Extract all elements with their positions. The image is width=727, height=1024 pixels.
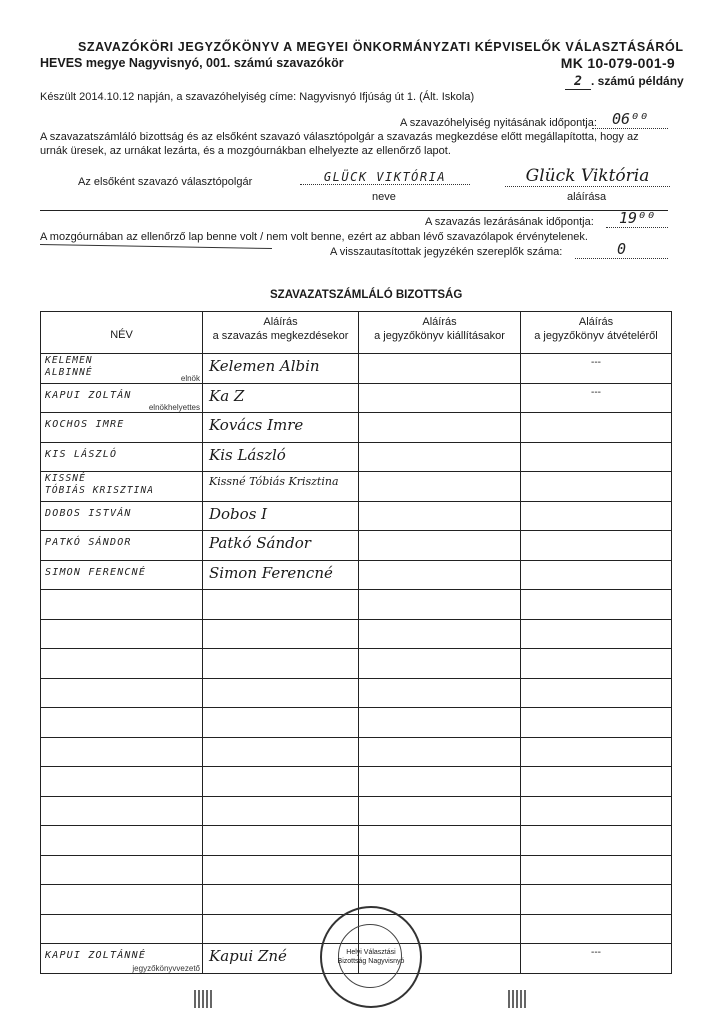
rejected-value: 0 bbox=[575, 240, 668, 259]
receipt-signature-cell bbox=[521, 501, 672, 531]
table-row bbox=[41, 708, 672, 738]
official-stamp bbox=[320, 906, 422, 1008]
table-row bbox=[41, 472, 672, 502]
copy-number: 2 bbox=[565, 74, 591, 90]
member-name-cell bbox=[41, 354, 203, 384]
document-subtitle: HEVES megye Nagyvisnyó, 001. számú szavazókör bbox=[40, 56, 344, 70]
first-voter-signature: Glück Viktória bbox=[505, 166, 670, 187]
start-signature-cell bbox=[203, 501, 359, 531]
member-name-cell bbox=[41, 442, 203, 472]
member-name-cell bbox=[41, 383, 203, 413]
start-signature-cell bbox=[203, 796, 359, 826]
report-signature-cell bbox=[359, 855, 521, 885]
member-role: elnökhelyettes bbox=[148, 403, 200, 412]
member-name-cell bbox=[41, 914, 203, 944]
receipt-signature-cell bbox=[521, 826, 672, 856]
report-signature-cell bbox=[359, 442, 521, 472]
start-signature-cell bbox=[203, 354, 359, 384]
member-name-cell bbox=[41, 885, 203, 915]
receipt-signature-cell bbox=[521, 796, 672, 826]
table-row bbox=[41, 855, 672, 885]
receipt-signature-cell bbox=[521, 855, 672, 885]
start-signature-cell bbox=[203, 413, 359, 443]
receipt-signature-cell bbox=[521, 531, 672, 561]
table-header-row bbox=[41, 312, 672, 354]
qr-code-mark-left bbox=[194, 990, 212, 1008]
column-header-name: NÉV bbox=[41, 312, 203, 354]
first-voter-signature-caption: aláírása bbox=[567, 191, 607, 203]
receipt-dash: --- bbox=[591, 386, 601, 398]
column-header-start-signature: Aláírás a szavazás megkezdésekor bbox=[203, 312, 359, 354]
member-signature: Dobos I bbox=[209, 504, 268, 523]
separator-line bbox=[40, 210, 668, 211]
member-signature: Patkó Sándor bbox=[209, 534, 311, 552]
report-signature-cell bbox=[359, 767, 521, 797]
first-voter-name: GLÜCK VIKTÓRIA bbox=[300, 170, 470, 185]
receipt-signature-cell bbox=[521, 708, 672, 738]
member-name: KIS LÁSZLÓ bbox=[45, 448, 118, 460]
first-voter-name-caption: neve bbox=[372, 191, 396, 203]
start-signature-cell bbox=[203, 472, 359, 502]
copy-number-line bbox=[565, 74, 684, 90]
table-row bbox=[41, 678, 672, 708]
start-signature-cell bbox=[203, 855, 359, 885]
member-name-cell bbox=[41, 855, 203, 885]
start-signature-cell bbox=[203, 678, 359, 708]
receipt-dash: --- bbox=[591, 947, 601, 958]
member-name: KAPUI ZOLTÁN bbox=[45, 389, 132, 401]
member-name: SIMON FERENCNÉ bbox=[45, 566, 147, 578]
start-signature-cell bbox=[203, 737, 359, 767]
receipt-signature-cell bbox=[521, 354, 672, 384]
report-signature-cell bbox=[359, 383, 521, 413]
report-signature-cell bbox=[359, 531, 521, 561]
receipt-signature-cell bbox=[521, 885, 672, 915]
receipt-signature-cell bbox=[521, 383, 672, 413]
report-signature-cell bbox=[359, 649, 521, 679]
receipt-signature-cell bbox=[521, 590, 672, 620]
member-name-cell bbox=[41, 678, 203, 708]
member-name-cell bbox=[41, 560, 203, 590]
report-signature-cell bbox=[359, 560, 521, 590]
document-title: SZAVAZÓKÖRI JEGYZŐKÖNYV A MEGYEI ÖNKORMÁNYZATI KÉPVISELŐK VÁLASZTÁSÁRÓL bbox=[78, 40, 684, 54]
statement-line-1: A szavazatszámláló bizottság és az elsőként szavazó választópolgár a szavazás megkezdése előtt megállapította, hogy az bbox=[40, 131, 639, 143]
committee-table bbox=[40, 311, 672, 974]
receipt-signature-cell bbox=[521, 767, 672, 797]
table-row bbox=[41, 383, 672, 413]
opening-value: 06⁰⁰ bbox=[592, 110, 668, 129]
qr-code-mark-right bbox=[508, 990, 526, 1008]
member-role: jegyzőkönyvvezető bbox=[132, 963, 200, 973]
receipt-signature-cell bbox=[521, 737, 672, 767]
table-row bbox=[41, 767, 672, 797]
committee-heading: SZAVAZATSZÁMLÁLÓ BIZOTTSÁG bbox=[270, 289, 463, 301]
member-name-cell bbox=[41, 944, 203, 974]
closing-label: A szavazás lezárásának időpontja: bbox=[425, 216, 594, 228]
rejected-label: A visszautasítottak jegyzékén szereplők száma: bbox=[330, 246, 563, 258]
report-signature-cell bbox=[359, 708, 521, 738]
table-row bbox=[41, 442, 672, 472]
member-name-cell bbox=[41, 767, 203, 797]
start-signature-cell bbox=[203, 649, 359, 679]
member-name-cell bbox=[41, 708, 203, 738]
mobile-urn-text: A mozgóurnában az ellenőrző lap benne volt / nem volt benne, ezért az abban lévő szavazólapok érvénytelenek. bbox=[40, 231, 588, 243]
table-row bbox=[41, 501, 672, 531]
receipt-signature-cell bbox=[521, 560, 672, 590]
member-name-cell bbox=[41, 531, 203, 561]
member-name: DOBOS ISTVÁN bbox=[45, 507, 132, 519]
member-signature: Kissné Tóbiás Krisztina bbox=[209, 475, 339, 488]
report-signature-cell bbox=[359, 472, 521, 502]
table-row bbox=[41, 796, 672, 826]
report-signature-cell bbox=[359, 826, 521, 856]
table-row bbox=[41, 560, 672, 590]
receipt-signature-cell bbox=[521, 649, 672, 679]
member-name: KELEMEN ALBINNÉ bbox=[45, 355, 93, 378]
member-name-cell bbox=[41, 649, 203, 679]
member-name-cell bbox=[41, 737, 203, 767]
receipt-dash: --- bbox=[591, 357, 601, 368]
member-name: KAPUI ZOLTÁNNÉ bbox=[45, 950, 147, 961]
member-name-cell bbox=[41, 590, 203, 620]
start-signature-cell bbox=[203, 767, 359, 797]
start-signature-cell bbox=[203, 826, 359, 856]
table-row bbox=[41, 737, 672, 767]
column-header-report-signature: Aláírás a jegyzőkönyv kiállításakor bbox=[359, 312, 521, 354]
member-signature: Kelemen Albin bbox=[209, 357, 320, 375]
statement-line-2: urnák üresek, az urnákat lezárta, és a mozgóurnákban elhelyezte az ellenőrző lapot. bbox=[40, 145, 451, 157]
member-signature: Kovács Imre bbox=[209, 416, 304, 434]
member-signature: Simon Ferencné bbox=[209, 563, 333, 582]
member-name-cell bbox=[41, 472, 203, 502]
report-signature-cell bbox=[359, 501, 521, 531]
receipt-signature-cell bbox=[521, 678, 672, 708]
member-name: KOCHOS IMRE bbox=[45, 419, 125, 430]
report-signature-cell bbox=[359, 354, 521, 384]
mobile-urn-underline bbox=[40, 244, 272, 249]
member-name-cell bbox=[41, 413, 203, 443]
receipt-signature-cell bbox=[521, 619, 672, 649]
member-role: elnök bbox=[180, 373, 200, 383]
table-row bbox=[41, 354, 672, 384]
document-code: MK 10-079-001-9 bbox=[560, 55, 675, 71]
receipt-signature-cell bbox=[521, 914, 672, 944]
receipt-signature-cell bbox=[521, 413, 672, 443]
start-signature-cell bbox=[203, 885, 359, 915]
table-row bbox=[41, 619, 672, 649]
table-row bbox=[41, 413, 672, 443]
member-signature: Kis László bbox=[209, 445, 286, 464]
start-signature-cell bbox=[203, 531, 359, 561]
closing-value: 19⁰⁰ bbox=[606, 209, 668, 228]
start-signature-cell bbox=[203, 708, 359, 738]
member-name-cell bbox=[41, 796, 203, 826]
report-signature-cell bbox=[359, 413, 521, 443]
opening-label: A szavazóhelyiség nyitásának időpontja: bbox=[400, 117, 597, 129]
column-header-receipt-signature: Aláírás a jegyzőkönyv átvételéről bbox=[521, 312, 672, 354]
member-name-cell bbox=[41, 501, 203, 531]
report-signature-cell bbox=[359, 796, 521, 826]
table-row bbox=[41, 649, 672, 679]
start-signature-cell bbox=[203, 590, 359, 620]
receipt-signature-cell bbox=[521, 442, 672, 472]
report-signature-cell bbox=[359, 678, 521, 708]
member-name-cell bbox=[41, 826, 203, 856]
report-signature-cell bbox=[359, 590, 521, 620]
table-row bbox=[41, 590, 672, 620]
table-row bbox=[41, 826, 672, 856]
start-signature-cell bbox=[203, 560, 359, 590]
stamp-text: Helyi Választási Bizottság Nagyvisnyó bbox=[337, 949, 405, 965]
member-name-cell bbox=[41, 619, 203, 649]
report-signature-cell bbox=[359, 737, 521, 767]
created-line: Készült 2014.10.12 napján, a szavazóhelyiség címe: Nagyvisnyó Ifjúság út 1. (Ált. Iskola) bbox=[40, 91, 475, 103]
copy-suffix: . számú példány bbox=[591, 74, 684, 88]
member-name: KISSNÉ TÓBIÁS KRISZTINA bbox=[45, 473, 155, 496]
start-signature-cell bbox=[203, 442, 359, 472]
table-row bbox=[41, 531, 672, 561]
start-signature-cell bbox=[203, 383, 359, 413]
member-signature: Ka Z bbox=[209, 386, 245, 405]
start-signature-cell bbox=[203, 619, 359, 649]
first-voter-label: Az elsőként szavazó választópolgár bbox=[78, 176, 253, 188]
receipt-signature-cell bbox=[521, 944, 672, 974]
receipt-signature-cell bbox=[521, 472, 672, 502]
member-name: PATKÓ SÁNDOR bbox=[45, 537, 132, 548]
report-signature-cell bbox=[359, 619, 521, 649]
member-signature: Kapui Zné bbox=[209, 947, 287, 965]
